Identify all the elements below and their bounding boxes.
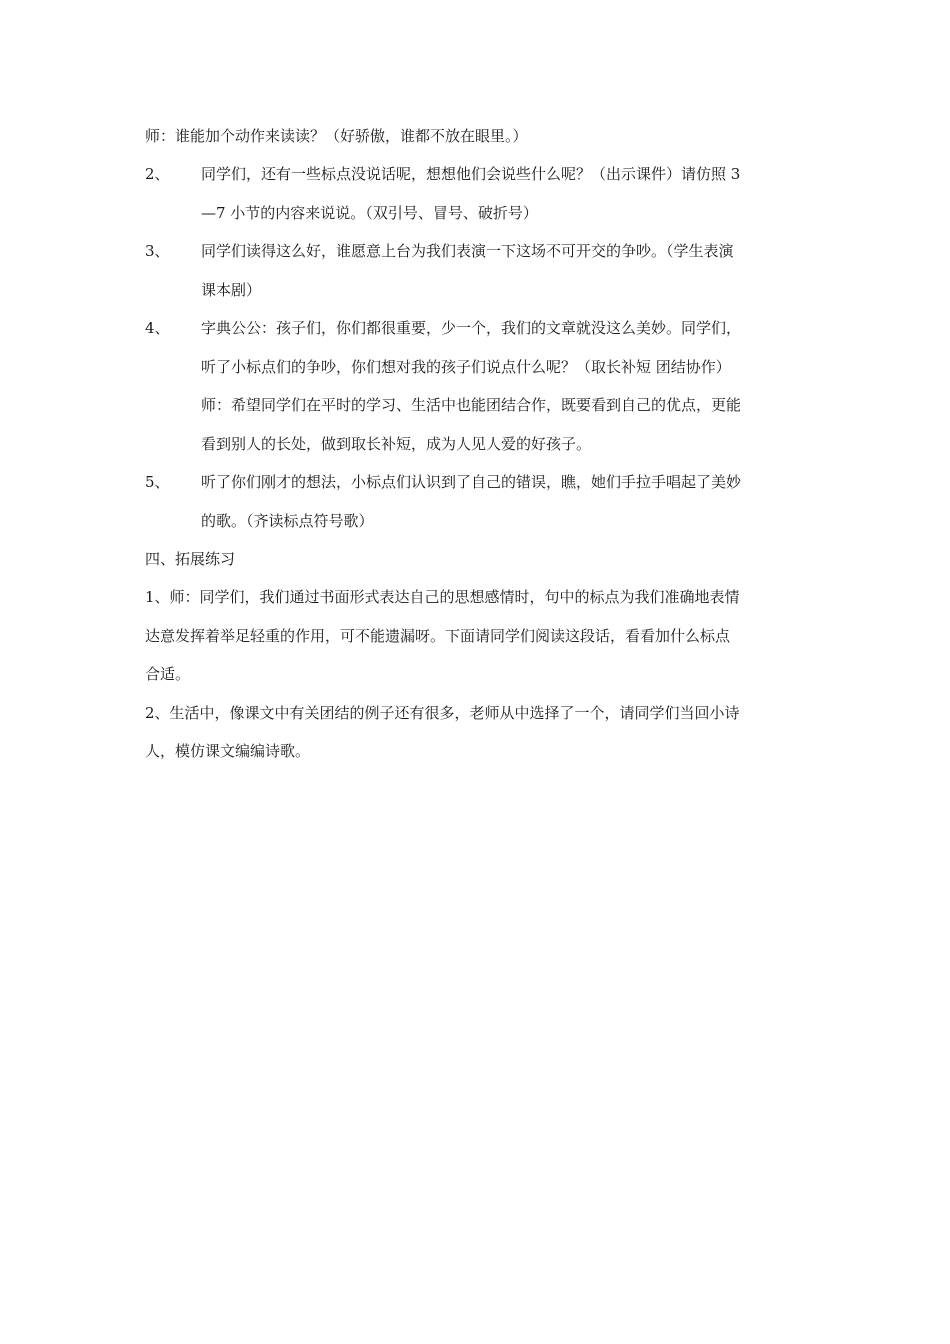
item-number: 2、 bbox=[145, 165, 170, 183]
exercise-1-line: 达意发挥着举足轻重的作用，可不能遗漏呀。下面请同学们阅读这段话，看看加什么标点 bbox=[145, 627, 731, 645]
exercise-1-line: 1、师：同学们，我们通过书面形式表达自己的思想感情时，句中的标点为我们准确地表情 bbox=[145, 588, 740, 606]
item-line: 师：希望同学们在平时的学习、生活中也能团结合作，既要看到自己的优点，更能 bbox=[201, 396, 742, 414]
section-heading: 四、拓展练习 bbox=[145, 550, 236, 568]
exercise-2-line: 人，模仿课文编编诗歌。 bbox=[145, 742, 311, 760]
item-number: 5、 bbox=[145, 473, 170, 491]
item-line: 听了小标点们的争吵，你们想对我的孩子们说点什么呢？（取长补短 团结协作） bbox=[201, 358, 731, 376]
item-line: —7 小节的内容来说说。（双引号、冒号、破折号） bbox=[201, 204, 538, 222]
exercise-2-line: 2、生活中，像课文中有关团结的例子还有很多，老师从中选择了一个，请同学们当回小诗 bbox=[145, 704, 740, 722]
item-line: 的歌。（齐读标点符号歌） bbox=[201, 512, 374, 530]
item-line: 看到别人的长处，做到取长补短，成为人见人爱的好孩子。 bbox=[201, 435, 592, 453]
item-line: 听了你们刚才的想法，小标点们认识到了自己的错误，瞧，她们手拉手唱起了美妙 bbox=[201, 473, 742, 491]
item-number: 3、 bbox=[145, 242, 170, 260]
item-line: 字典公公：孩子们，你们都很重要，少一个，我们的文章就没这么美妙。同学们， bbox=[201, 319, 742, 337]
item-line: 课本剧） bbox=[201, 281, 262, 299]
item-line: 同学们，还有一些标点没说话呢，想想他们会说些什么呢？（出示课件）请仿照 3 bbox=[201, 165, 741, 183]
item-number: 4、 bbox=[145, 319, 170, 337]
intro-line: 师：谁能加个动作来读读？（好骄傲，谁都不放在眼里。） bbox=[145, 127, 528, 145]
exercise-1-line: 合适。 bbox=[145, 665, 191, 683]
item-line: 同学们读得这么好，谁愿意上台为我们表演一下这场不可开交的争吵。（学生表演 bbox=[201, 242, 734, 260]
